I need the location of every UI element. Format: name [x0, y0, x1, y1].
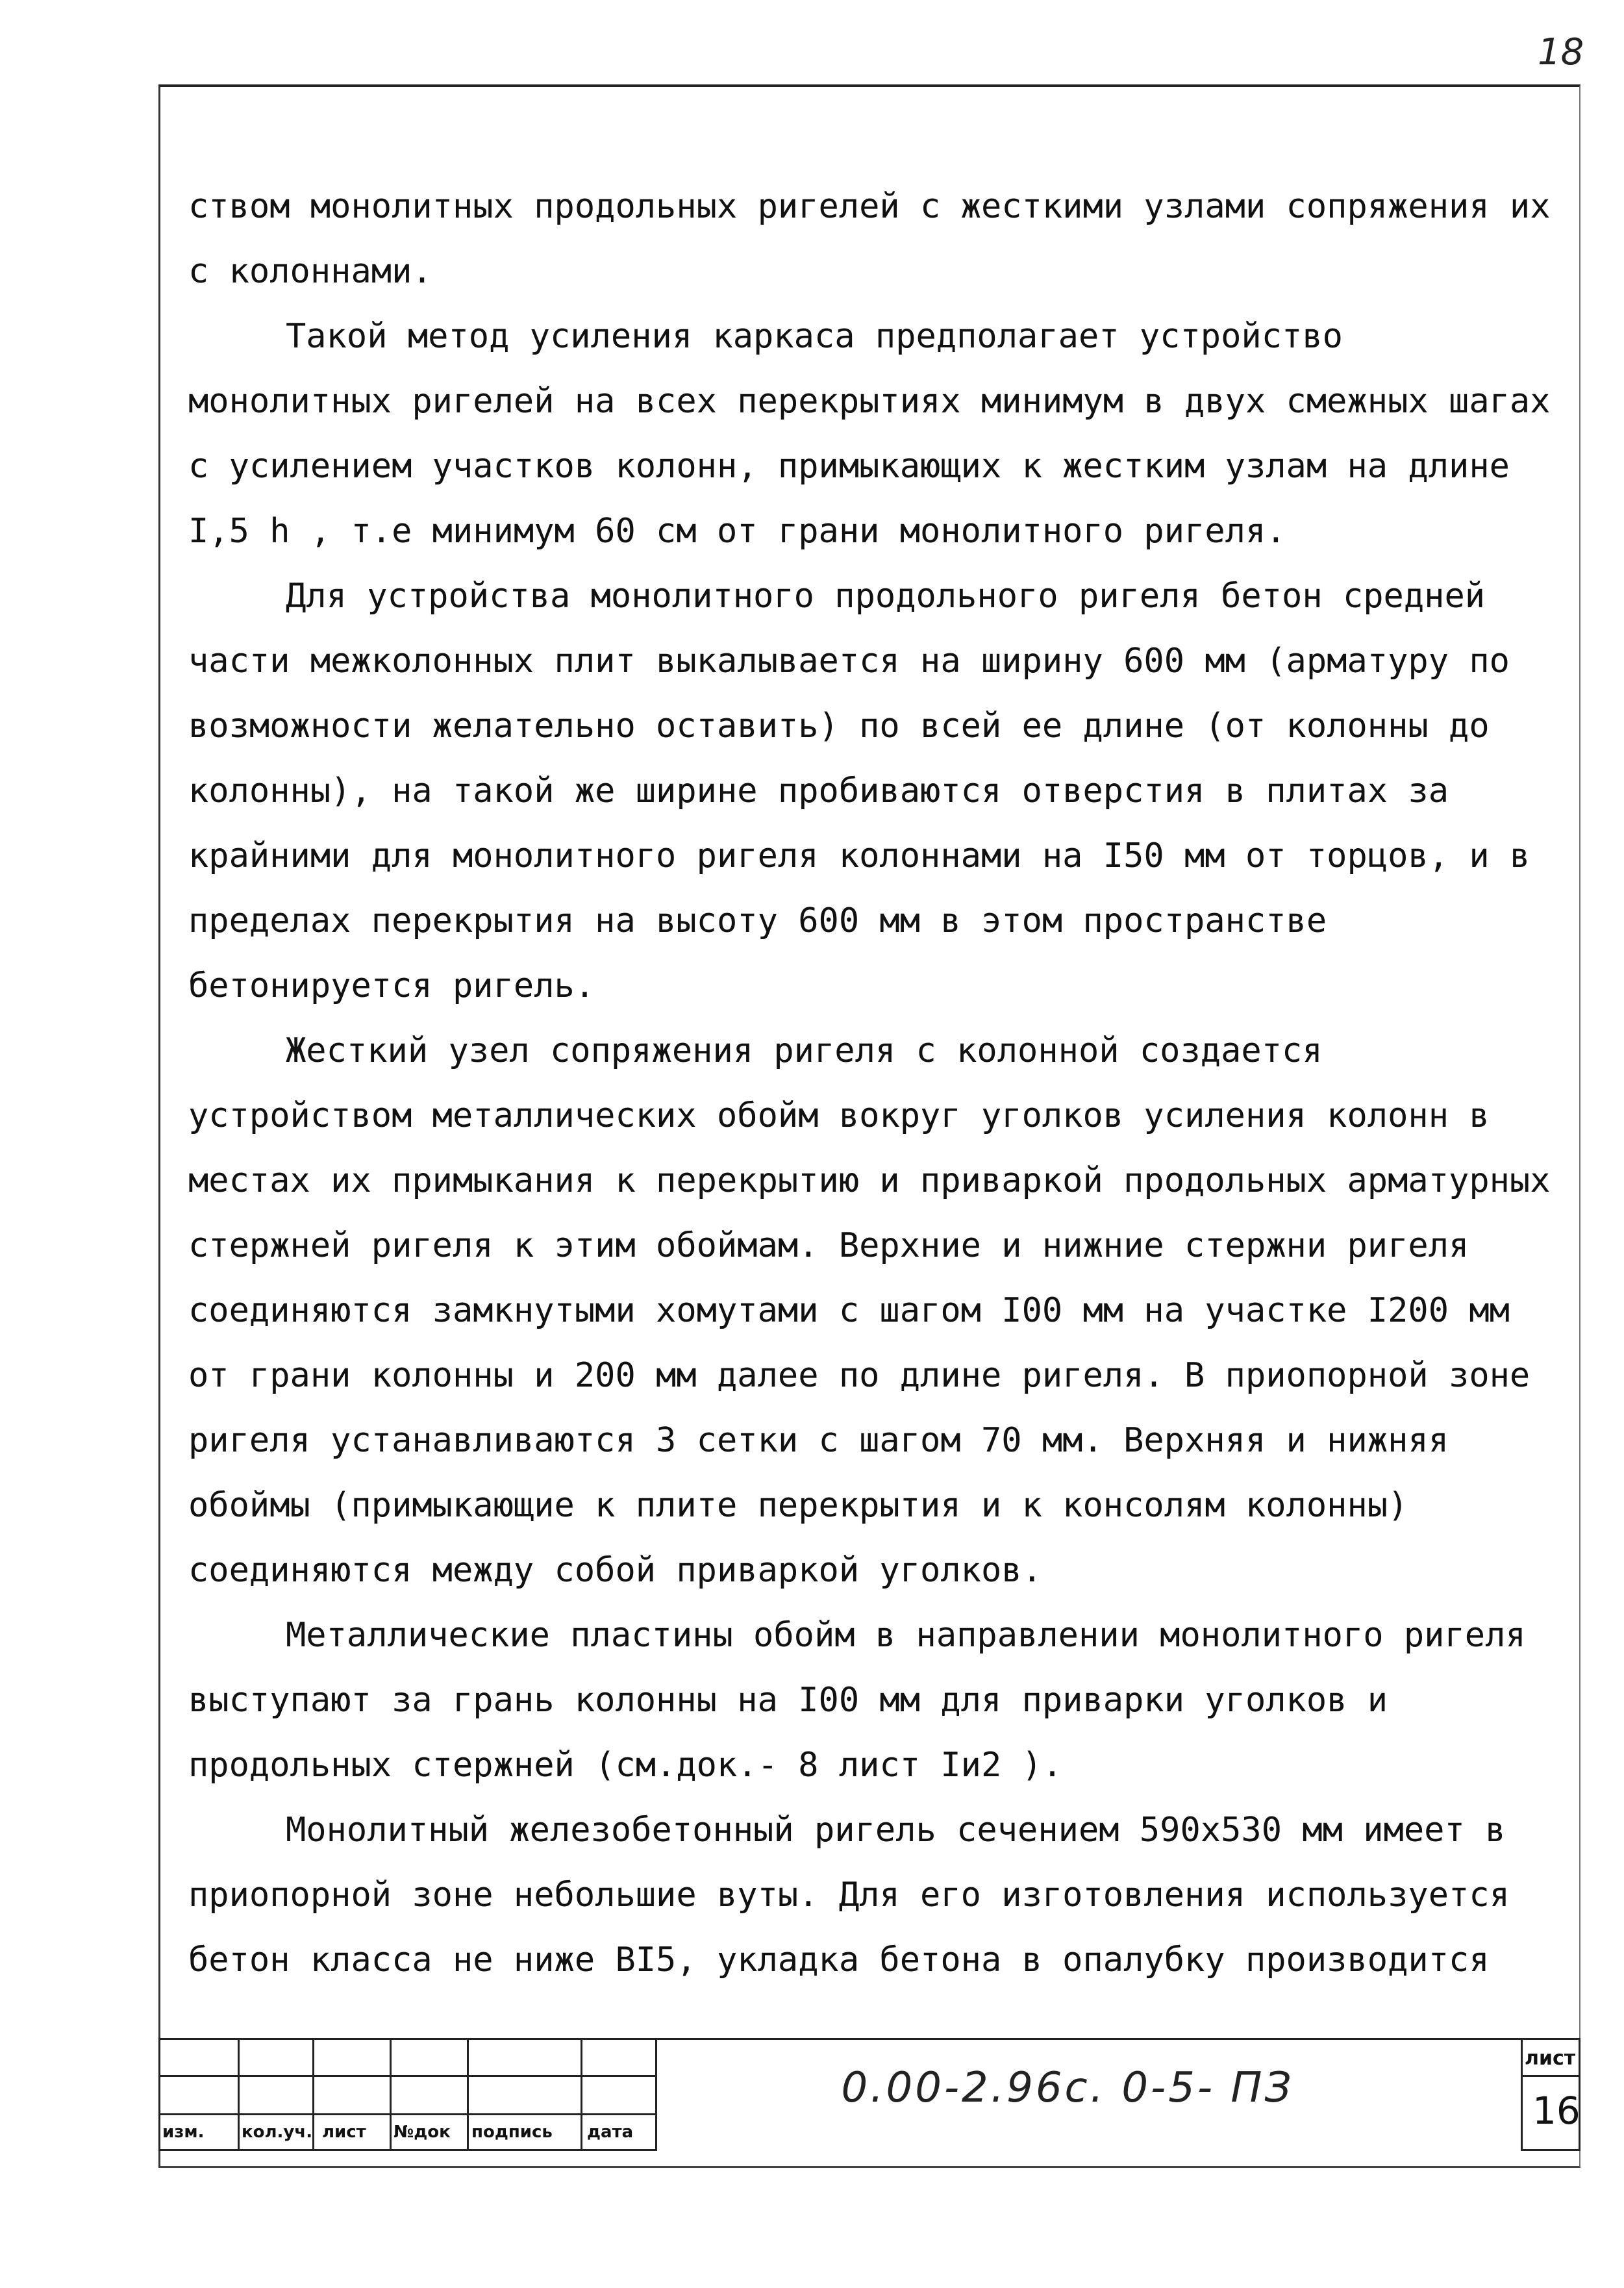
paragraph: Для устройства монолитного продольного ригеля бетон средней части межколонных плит выкалывается на ширину 600 мм (арматуру по возможности желательно оставить) по всей ее длине (от колонны до колонны), на такой же ширине пробиваются отверстия в плитах за крайними для монолитного ригеля колоннами на I50 мм от торцов, и в пределах перекрытия на высоту 600 мм в этом пространстве бетонируется ригель.: [188, 577, 1530, 1005]
sheet-label: лист: [1525, 2047, 1576, 2070]
stamp-cell: [581, 2038, 657, 2077]
sheet-number: 16: [1532, 2089, 1580, 2133]
paragraph: Металлические пластины обойм в направлении монолитного ригеля выступают за грань колонны на I00 мм для приварки уголков и продольных стержней (см.док.- 8 лист Iи2 ).: [188, 1616, 1526, 1785]
document-code: 0.00-2.96с. 0-5- ПЗ: [841, 2064, 1294, 2112]
stamp-cell: [238, 2075, 314, 2115]
stamp-header-ndok: №док: [394, 2122, 451, 2142]
stamp-cell: [158, 2075, 240, 2115]
title-block-stamp: [158, 2038, 1580, 2168]
stamp-cell: [158, 2038, 240, 2077]
stamp-cell: [312, 2038, 392, 2077]
stamp-cell: [467, 2075, 582, 2115]
stamp-cell: [390, 2075, 469, 2115]
stamp-cell: [238, 2038, 314, 2077]
paragraph: Монолитный железобетонный ригель сечением 590х530 мм имеет в приопорной зоне небольшие вуты. Для его изготовления используется бетон класса не ниже BI5, укладка бетона в опалубку производится: [188, 1811, 1510, 1980]
stamp-header-data: дата: [587, 2122, 634, 2142]
paragraph: ством монолитных продольных ригелей с жесткими узлами сопряжения их с колоннами.: [188, 187, 1551, 291]
stamp-header-izm: изм.: [162, 2122, 205, 2142]
paragraph: Такой метод усиления каркаса предполагает устройство монолитных ригелей на всех перекрытиях минимум в двух смежных шагах с усилением участков колонн, примыкающих к жестким узлам на длине I,5 h , т.е минимум 60 см от грани монолитного ригеля.: [188, 317, 1551, 551]
stamp-header-podpis: подпись: [471, 2122, 553, 2142]
paragraph: Жесткий узел сопряжения ригеля с колонной создается устройством металлических обойм вокруг уголков усиления колонн в местах их примыкания к перекрытию и приваркой продольных арматурных стержней ригеля к этим обоймам. Верхние и нижние стержни ригеля соединяются замкнутыми хомутами с шагом I00 мм на участке I200 мм от грани колонны и 200 мм далее по длине ригеля. В приопорной зоне ригеля устанавливаются 3 сетки с шагом 70 мм. Верхняя и нижняя обоймы (примыкающие к плите перекрытия и к консолям колонны) соединяются между собой приваркой уголков.: [188, 1031, 1551, 1590]
stamp-header-list: лист: [322, 2122, 366, 2142]
stamp-cell: [390, 2038, 469, 2077]
body-text: [188, 174, 1558, 1993]
page-number-top: 18: [1538, 31, 1584, 73]
stamp-cell: [581, 2075, 657, 2115]
stamp-header-kol-uch: кол.уч.: [242, 2122, 313, 2142]
stamp-cell: [467, 2038, 582, 2077]
stamp-cell: [312, 2075, 392, 2115]
